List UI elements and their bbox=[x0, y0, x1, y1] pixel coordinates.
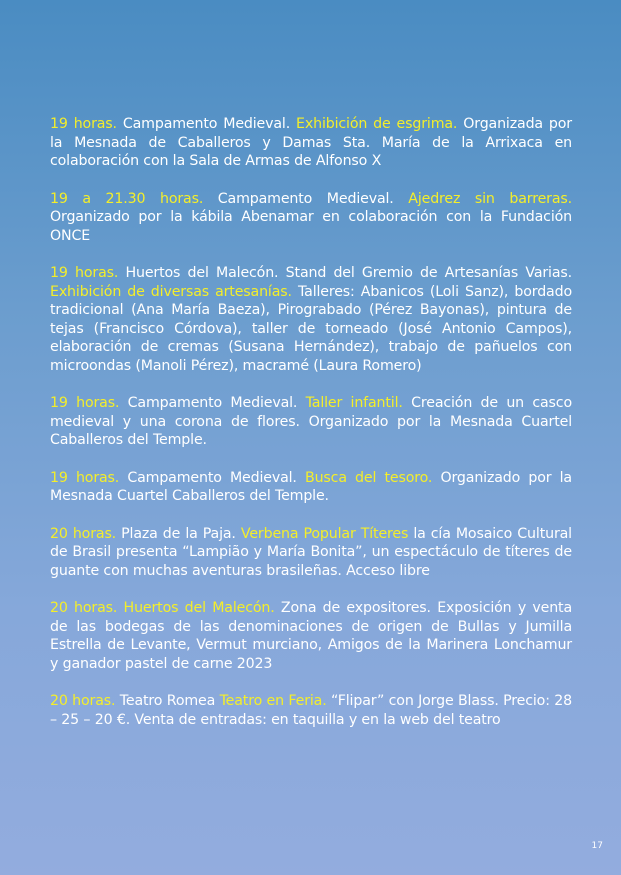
event-description: “Flipar” con Jorge Blass. Precio: 28 – 25 – 20 €. Venta de entradas: en taquilla y en la web del teatro bbox=[50, 693, 573, 728]
event-entry bbox=[50, 190, 572, 246]
event-entry bbox=[50, 599, 572, 673]
page-number: 17 bbox=[591, 841, 603, 851]
event-title: Teatro en Feria. bbox=[219, 693, 327, 709]
event-entry bbox=[50, 264, 572, 375]
event-location: Campamento Medieval. bbox=[119, 469, 305, 486]
event-description: Organizada por la Mesnada de Caballeros y Damas Sta. María de la Arrixaca en colaboración con la Sala de Armas de Alfonso X bbox=[50, 116, 572, 169]
event-entry bbox=[50, 394, 572, 450]
event-location: Campamento Medieval. bbox=[119, 395, 306, 411]
event-title: Ajedrez sin barreras. bbox=[408, 190, 572, 207]
event-title: Exhibición de esgrima. bbox=[296, 116, 458, 132]
event-description: Organizado por la kábila Abenamar en colaboración con la Fundación ONCE bbox=[50, 209, 572, 244]
event-time: 19 a 21.30 horas. bbox=[50, 190, 204, 207]
event-entry bbox=[50, 469, 572, 506]
event-entry bbox=[50, 692, 572, 729]
event-time-location: 20 horas. Huertos del Malecón. bbox=[50, 600, 275, 616]
event-description: la cía Mosaico Cultural de Brasil presenta “Lampião y María Bonita”, un espectáculo de títeres de guante con muchas aventuras brasileñas. Acceso libre bbox=[50, 525, 572, 579]
event-title: Taller infantil. bbox=[305, 395, 403, 411]
event-entry bbox=[50, 115, 572, 171]
event-title: Exhibición de diversas artesanías. bbox=[50, 283, 292, 300]
event-time: 19 horas. bbox=[50, 265, 119, 281]
event-title: Verbena Popular Títeres bbox=[240, 525, 409, 542]
event-description: Creación de un casco medieval y una corona de flores. Organizado por la Mesnada Cuartel Caballeros del Temple. bbox=[50, 395, 572, 448]
event-time: 19 horas. bbox=[50, 469, 120, 486]
event-list bbox=[50, 115, 572, 748]
event-location: Huertos del Malecón. Stand del Gremio de Artesanías Varias. bbox=[118, 265, 572, 281]
event-description: Zona de expositores. Exposición y venta de las bodegas de las denominaciones de origen de Bullas y Jumilla Estrella de Levante, Vermut murciano, Amigos de la Marinera Lonchamur y ganador pastel de carne 2023 bbox=[50, 600, 572, 672]
event-time: 20 horas. bbox=[50, 693, 116, 709]
event-entry bbox=[50, 525, 572, 581]
event-time: 20 horas. bbox=[50, 525, 117, 542]
event-location: Campamento Medieval. bbox=[116, 116, 297, 132]
event-location: Teatro Romea bbox=[115, 693, 220, 709]
event-title: Busca del tesoro. bbox=[305, 469, 433, 486]
event-location: Campamento Medieval. bbox=[203, 190, 409, 207]
event-description: Organizado por la Mesnada Cuartel Caballeros del Temple. bbox=[50, 469, 572, 504]
event-time: 19 horas. bbox=[50, 395, 120, 411]
event-description: Talleres: Abanicos (Loli Sanz), bordado tradicional (Ana María Baeza), Pirograbado (Pérez Bayonas), pintura de tejas (Francisco Córdova), taller de torneado (José Antonio Campos), elaboración de cremas (Susana Hernández), trabajo de pañuelos con microondas (Manoli Pérez), macramé (Laura Romero) bbox=[50, 283, 572, 374]
event-time: 19 horas. bbox=[50, 116, 117, 132]
event-location: Plaza de la Paja. bbox=[116, 525, 241, 542]
